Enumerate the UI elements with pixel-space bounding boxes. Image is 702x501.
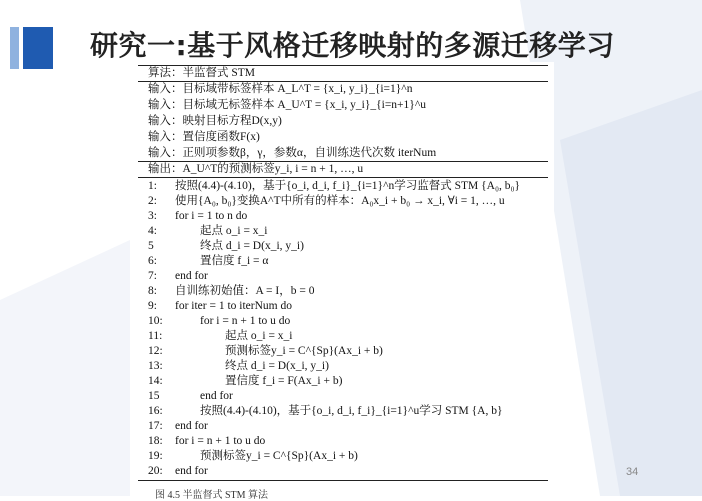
input-labeled: 输入：目标域带标签样本 A_L^T = {x_i, y_i}_{i=1}^n: [148, 83, 413, 95]
steps-rule: [138, 177, 548, 178]
step-text: 置信度 f_i = F(Ax_i + b): [225, 375, 343, 387]
step-number: 11:: [148, 330, 163, 342]
step-number: 15: [148, 390, 160, 402]
header-accent-light: [10, 27, 19, 69]
step-text: 预测标签y_i = C^{Sp}(Ax_i + b): [225, 345, 383, 357]
step-text: for i = n + 1 to u do: [175, 435, 266, 447]
step-number: 9:: [148, 300, 157, 312]
page-number: 34: [626, 466, 639, 478]
step-number: 13:: [148, 360, 163, 372]
output-line: 输出：A_U^T的预测标签y_i, i = n + 1, …, u: [148, 163, 364, 175]
step-text: for i = 1 to n do: [175, 210, 248, 222]
step-text: 起点 o_i = x_i: [225, 330, 293, 342]
step-text: 终点 d_i = D(x_i, y_i): [225, 360, 329, 372]
step-number: 14:: [148, 375, 163, 387]
algorithm-name: 算法：半监督式 STM: [148, 67, 256, 79]
step-text: 起点 o_i = x_i: [200, 225, 268, 237]
figure-caption: 图 4.5 半监督式 STM 算法: [155, 490, 269, 501]
input-params: 输入：正则项参数β，γ，参数α，自训练迭代次数 iterNum: [148, 147, 437, 159]
algorithm-figure: [130, 62, 554, 496]
step-number: 1:: [148, 180, 157, 192]
step-text: end for: [175, 270, 208, 282]
step-number: 3:: [148, 210, 157, 222]
step-number: 12:: [148, 345, 163, 357]
step-text: 预测标签y_i = C^{Sp}(Ax_i + b): [200, 450, 358, 462]
step-text: 自训练初始值：A = I，b = 0: [175, 285, 315, 297]
step-text: end for: [175, 465, 208, 477]
step-number: 8:: [148, 285, 157, 297]
step-number: 7:: [148, 270, 157, 282]
header-accent-dark: [23, 27, 53, 69]
step-text: end for: [200, 390, 233, 402]
step-number: 17:: [148, 420, 163, 432]
step-text: for iter = 1 to iterNum do: [175, 300, 292, 312]
step-number: 19:: [148, 450, 163, 462]
slide-title: 研究一:基于风格迁移映射的多源迁移学习: [90, 29, 615, 62]
step-number: 4:: [148, 225, 157, 237]
input-mapping: 输入：映射目标方程D(x,y): [148, 115, 282, 127]
step-text: 按照(4.4)-(4.10)，基于{o_i, d_i, f_i}_{i=1}^u学习 STM {A, b}: [200, 405, 503, 417]
bottom-rule: [138, 480, 548, 481]
step-number: 10:: [148, 315, 163, 327]
step-number: 5: [148, 240, 154, 252]
step-text: 终点 d_i = D(x_i, y_i): [200, 240, 304, 252]
step-number: 2:: [148, 195, 157, 207]
input-confidence: 输入：置信度函数F(x): [148, 131, 260, 143]
step-number: 16:: [148, 405, 163, 417]
step-text: 按照(4.4)-(4.10)，基于{o_i, d_i, f_i}_{i=1}^n学习监督式 STM {A₀, b₀}: [175, 180, 520, 192]
step-text: 使用{A₀, b₀}变换A^T中所有的样本：A₀x_i + b₀ → x_i, ∀i = 1, …, u: [175, 195, 505, 207]
step-text: end for: [175, 420, 208, 432]
step-number: 6:: [148, 255, 157, 267]
step-number: 18:: [148, 435, 163, 447]
step-text: 置信度 f_i = α: [200, 255, 269, 267]
input-unlabeled: 输入：目标域无标签样本 A_U^T = {x_i, y_i}_{i=n+1}^u: [148, 99, 426, 111]
step-number: 20:: [148, 465, 163, 477]
step-text: for i = n + 1 to u do: [200, 315, 291, 327]
